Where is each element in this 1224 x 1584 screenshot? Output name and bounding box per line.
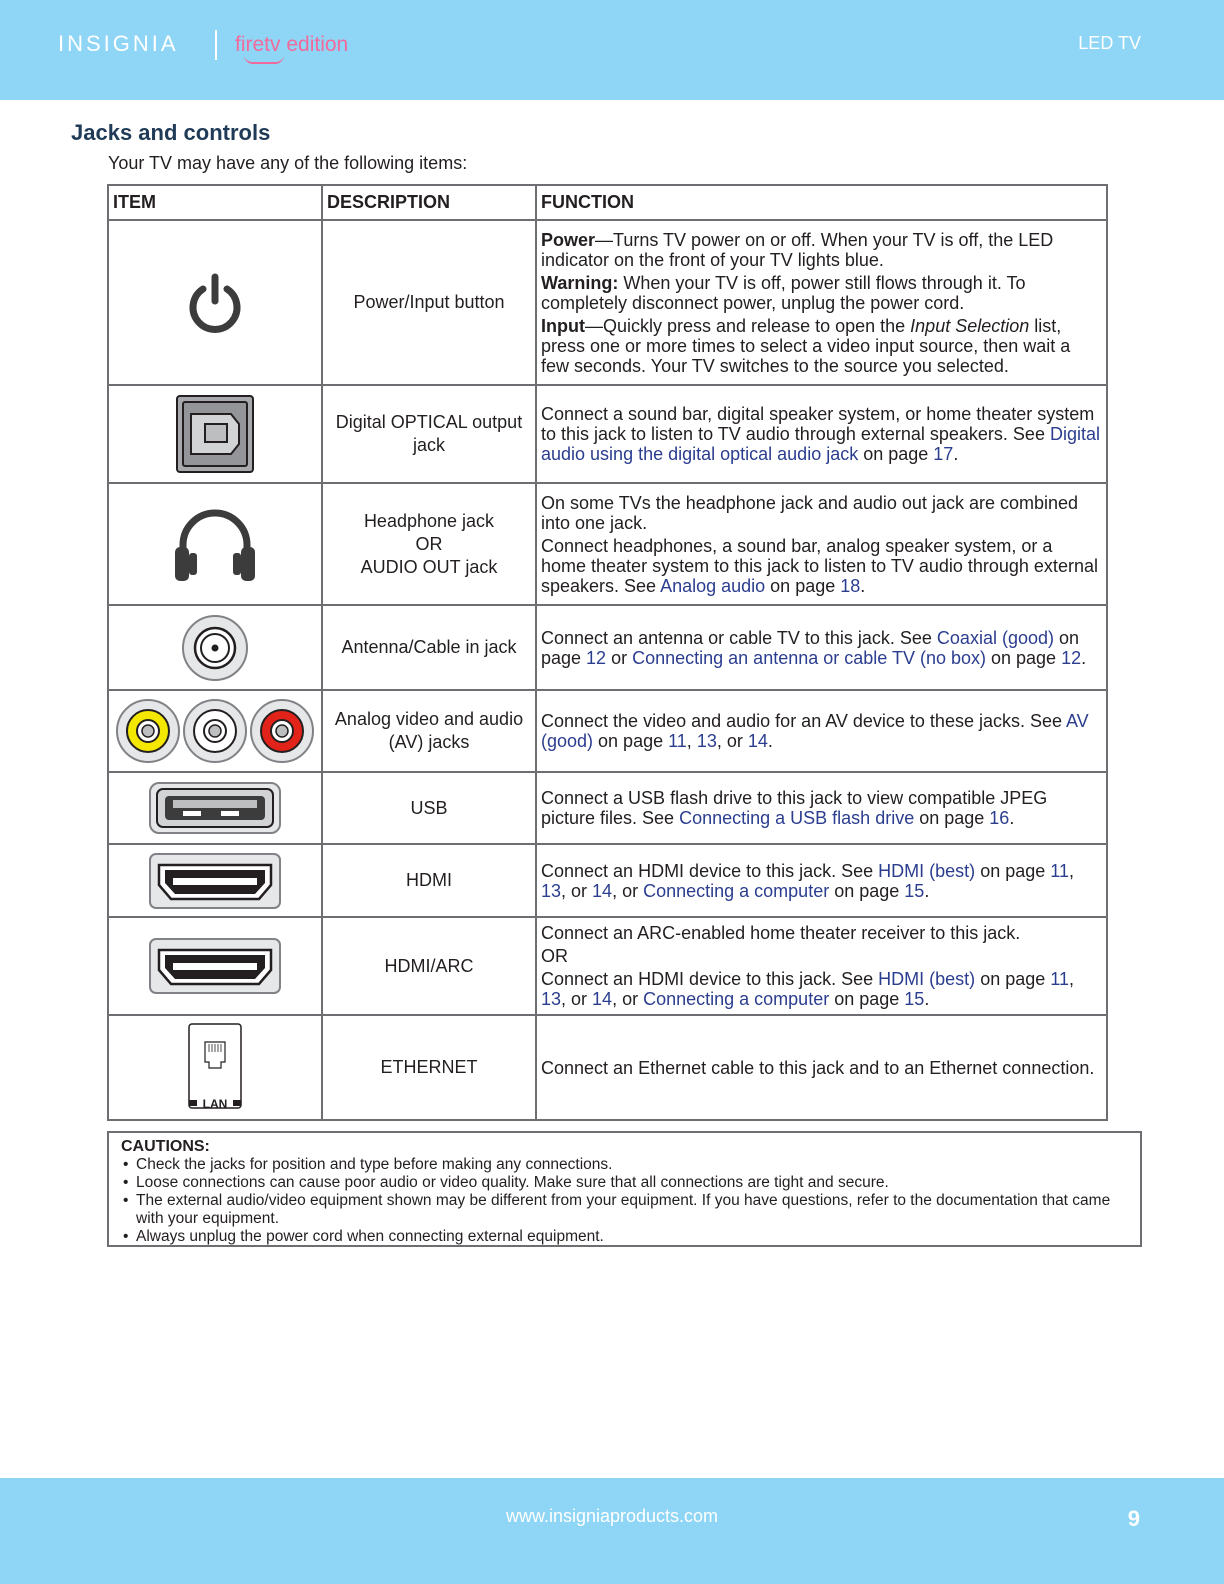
- hdmi-arc-icon: [149, 938, 281, 994]
- row-description: HDMI/ARC: [322, 917, 536, 1015]
- input-text-continued: list, press one or more times to select a video input source, then wait a few seconds. Your TV switches to the source you selected.: [541, 315, 1071, 376]
- link-page[interactable]: 17: [933, 444, 954, 464]
- link-page[interactable]: 13: [541, 989, 562, 1009]
- brand-divider: [215, 30, 217, 60]
- input-text: —Quickly press and release to open the: [584, 315, 911, 336]
- link-hdmi-best[interactable]: HDMI (best): [878, 969, 976, 989]
- cautions-title: CAUTIONS:: [121, 1138, 210, 1155]
- row-function: Connect the video and audio for an AV device to these jacks. See AV (good) on page 11, 13, or 14.: [536, 690, 1107, 772]
- list-item: • Loose connections can cause poor audio or video quality. Make sure that all connections are tight and secure.: [121, 1174, 1128, 1192]
- jacks-table: [107, 184, 1108, 1121]
- link-page[interactable]: 15: [904, 989, 925, 1009]
- row-function: Connect a USB flash drive to this jack to view compatible JPEG picture files. See Connecting a USB flash drive on page 16.: [536, 772, 1107, 844]
- usb-icon: [149, 782, 281, 834]
- power-text: —Turns TV power on or off. When your TV is off, the LED indicator on the front of your TV lights blue.: [541, 229, 1054, 270]
- table-row-optical: [108, 385, 1107, 483]
- page-number: 9: [1127, 1506, 1140, 1531]
- table-row-ethernet: [108, 1015, 1107, 1120]
- table-row-antenna: [108, 605, 1107, 690]
- ethernet-icon: [183, 1022, 247, 1114]
- column-header-item: ITEM: [108, 185, 322, 220]
- link-antenna-no-box[interactable]: Connecting an antenna or cable TV (no box): [632, 647, 986, 668]
- link-page[interactable]: 14: [592, 880, 613, 901]
- row-description: HDMI: [322, 844, 536, 917]
- row-function: On some TVs the headphone jack and audio out jack are combined into one jack. Connect headphones, a sound bar, analog speaker system, or a home theater system to this jack to listen to TV audio through external speakers. See Analog audio on page 18.: [536, 483, 1107, 605]
- row-function: Connect an ARC-enabled home theater receiver to this jack. OR Connect an HDMI device to this jack. See HDMI (best) on page 11, 13, or 14, or Connecting a computer on page 15.: [536, 917, 1107, 1015]
- av-jack-audio-left: [184, 700, 246, 762]
- link-usb-flash-drive[interactable]: Connecting a USB flash drive: [679, 808, 915, 828]
- table-row-av: [108, 690, 1107, 772]
- table-row-hdmi-arc: [108, 917, 1107, 1015]
- hdmi-icon: [149, 853, 281, 909]
- list-item: • Always unplug the power cord when connecting external equipment.: [121, 1228, 1128, 1246]
- antenna-jack-icon: [181, 614, 249, 682]
- link-page[interactable]: 11: [668, 731, 687, 751]
- section-intro: Your TV may have any of the following items:: [108, 153, 468, 173]
- cautions-list: [121, 1156, 1128, 1246]
- optical-jack-icon: [175, 394, 255, 474]
- link-page[interactable]: 16: [989, 808, 1010, 828]
- link-page[interactable]: 12: [586, 647, 607, 668]
- row-function: Connect an Ethernet cable to this jack and to an Ethernet connection.: [536, 1015, 1107, 1120]
- table-row-headphone: [108, 483, 1107, 605]
- column-header-function: FUNCTION: [536, 185, 1107, 220]
- warning-text: When your TV is off, power still flows through it. To completely disconnect power, unplug the power cord.: [541, 272, 1026, 313]
- page-footer: [0, 1478, 1224, 1584]
- link-av-good[interactable]: AV (good): [541, 711, 1089, 751]
- link-page[interactable]: 14: [747, 731, 768, 751]
- row-description: ETHERNET: [322, 1015, 536, 1120]
- page-header: [0, 0, 1224, 100]
- document-type: LED TV: [1078, 33, 1141, 53]
- table-header-row: [108, 185, 1107, 220]
- firetv-smile-icon: [244, 55, 284, 64]
- link-page[interactable]: 14: [592, 989, 613, 1009]
- power-icon: [183, 271, 247, 335]
- table-row-hdmi: [108, 844, 1107, 917]
- row-function: [536, 220, 1107, 385]
- row-description: Analog video and audio (AV) jacks: [322, 690, 536, 772]
- row-description: Headphone jack OR AUDIO OUT jack: [322, 483, 536, 605]
- link-hdmi-best[interactable]: HDMI (best): [878, 860, 976, 881]
- link-page[interactable]: 12: [1061, 647, 1082, 668]
- input-selection-term: Input Selection: [910, 315, 1030, 336]
- input-label: Input: [541, 315, 585, 336]
- list-item: • Check the jacks for position and type before making any connections.: [121, 1156, 1128, 1174]
- table-row-usb: [108, 772, 1107, 844]
- row-function: Connect an HDMI device to this jack. See HDMI (best) on page 11, 13, or 14, or Connecting a computer on page 15.: [536, 844, 1107, 917]
- row-description: Power/Input button: [322, 220, 536, 385]
- brand-logo: INSIGNIA: [58, 31, 179, 56]
- link-page[interactable]: 11: [1050, 860, 1069, 881]
- row-description: USB: [322, 772, 536, 844]
- link-coaxial[interactable]: Coaxial (good): [936, 627, 1054, 648]
- link-page[interactable]: 13: [541, 880, 562, 901]
- av-jack-video: [117, 700, 179, 762]
- link-page[interactable]: 11: [1050, 969, 1069, 989]
- list-item: • The external audio/video equipment shown may be different from your equipment. If you have questions, refer to the documentation that came with your equipment.: [121, 1192, 1128, 1228]
- link-analog-audio[interactable]: Analog audio: [660, 575, 766, 596]
- link-connecting-computer[interactable]: Connecting a computer: [643, 880, 830, 901]
- warning-label: Warning:: [541, 272, 619, 293]
- footer-url[interactable]: www.insigniaproducts.com: [505, 1506, 719, 1526]
- link-page[interactable]: 15: [904, 880, 925, 901]
- row-description: Antenna/Cable in jack: [322, 605, 536, 690]
- headphone-icon: [173, 503, 257, 585]
- section-title: Jacks and controls: [71, 120, 271, 145]
- link-page[interactable]: 13: [696, 731, 717, 751]
- row-description: Digital OPTICAL output jack: [322, 385, 536, 483]
- link-connecting-computer[interactable]: Connecting a computer: [643, 989, 830, 1009]
- row-function: Connect a sound bar, digital speaker system, or home theater system to this jack to listen to TV audio through external speakers. See Digital audio using the digital optical audio jack on page 17.: [536, 385, 1107, 483]
- lan-label: LAN: [202, 1096, 228, 1111]
- firetv-edition-logo: firetv edition: [235, 33, 349, 56]
- av-jack-audio-right: [251, 700, 313, 762]
- av-jacks-icon: [115, 698, 315, 764]
- link-digital-audio[interactable]: Digital audio using the digital optical audio jack: [541, 424, 1100, 464]
- cautions-box: [107, 1131, 1142, 1247]
- table-row-power: [108, 220, 1107, 385]
- column-header-description: DESCRIPTION: [322, 185, 536, 220]
- link-page[interactable]: 18: [840, 575, 861, 596]
- power-label: Power: [541, 229, 596, 250]
- row-function: Connect an antenna or cable TV to this jack. See Coaxial (good) on page 12 or Connecting an antenna or cable TV (no box) on page 12.: [536, 605, 1107, 690]
